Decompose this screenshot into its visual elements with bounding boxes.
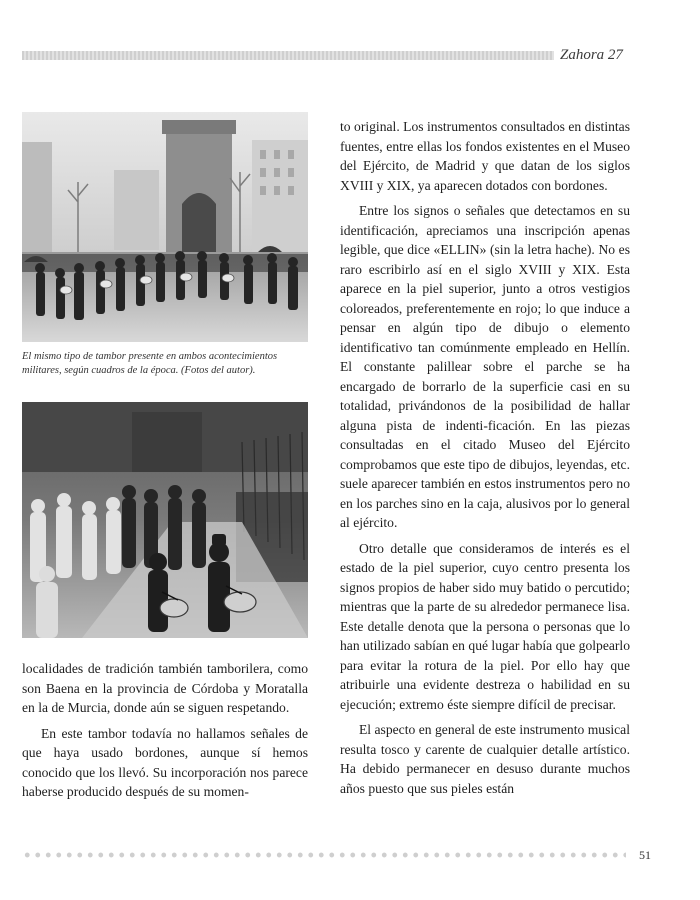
left-paragraph-1: localidades de tradición también tamborilera, como son Baena en la provincia de Córdoba y Moratalla en la de Murcia, donde aún se siguen respetando. xyxy=(22,661,308,715)
right-paragraph-2: Entre los signos o señales que detectamos en su identificación, apreciamos una inscripción apenas legible, que dice «ELLIN» (sin la letra hache). No es raro escribirlo así en el siglo XVIII y XIX. Esta aparece en la piel superior, junto a otros vestigios coloreados, preferentemente en rojo; lo que induce a pensar en algún tipo de dibujo o elemento identificativo tan comúnmente empleado en Hellín. El constante palillear sobre el parche se ha encargado de borrarlo de la superficie casi en su totalidad, privándonos de la posibilidad de hallar alguna pista de indenti-ficación. En las piezas consultadas en el citado Museo del Ejército comprobamos que este tipo de dibujos, leyendas, etc. suele aparecer también en estos instrumentos pero no en los parches sino en la caja, alusivos por lo general al ejército. xyxy=(340,203,630,530)
right-text-column xyxy=(340,117,630,798)
photo-caption xyxy=(22,350,308,378)
right-paragraph-3: Otro detalle que consideramos de interés es el estado de la piel superior, cuyo centro presenta los signos propios de haber sido muy batido o percutido; mientras que la parte de su alrededor permanece lisa. Este detalle denota que la persona o personas que lo han utilizado sabían en qué lugar había que golpearlo para evitar la rotura de la piel. Por ello hay que atribuirle una evidente destreza o habilidad en su ejecución; extremo éste siempre difícil de precisar. xyxy=(340,540,630,712)
left-text-column xyxy=(22,659,308,802)
left-paragraph-2: En este tambor todavía no hallamos señales de que haya usado bordones, aunque sí hemos conocido que los llevó. Su incorporación nos parece haberse producido después de su momen- xyxy=(22,725,308,799)
caption-text: El mismo tipo de tambor presente en ambos acontecimientos militares, según cuadros de la época. (Fotos del autor). xyxy=(22,351,278,376)
right-paragraph-4: El aspecto en general de este instrumento musical resulta tosco y carente de cualquier detalle artístico. Ha debido permanecer en desuso durante muchos años puesto que sus pieles están xyxy=(340,722,630,796)
painting-street-parade xyxy=(22,112,308,342)
header-bar xyxy=(22,51,554,60)
right-paragraph-1: to original. Los instrumentos consultados en distintas fuentes, entre ellas los fondos existentes en el Museo del Ejército, de Madrid y que datan de los siglos XVIII y XIX, ya aparecen dotados con bordones. xyxy=(340,119,630,193)
footer-dotted-rule xyxy=(22,850,626,860)
running-title: Zahora 27 xyxy=(560,47,623,63)
painting-battle-drummers xyxy=(22,402,308,638)
page-number: 51 xyxy=(639,848,651,862)
